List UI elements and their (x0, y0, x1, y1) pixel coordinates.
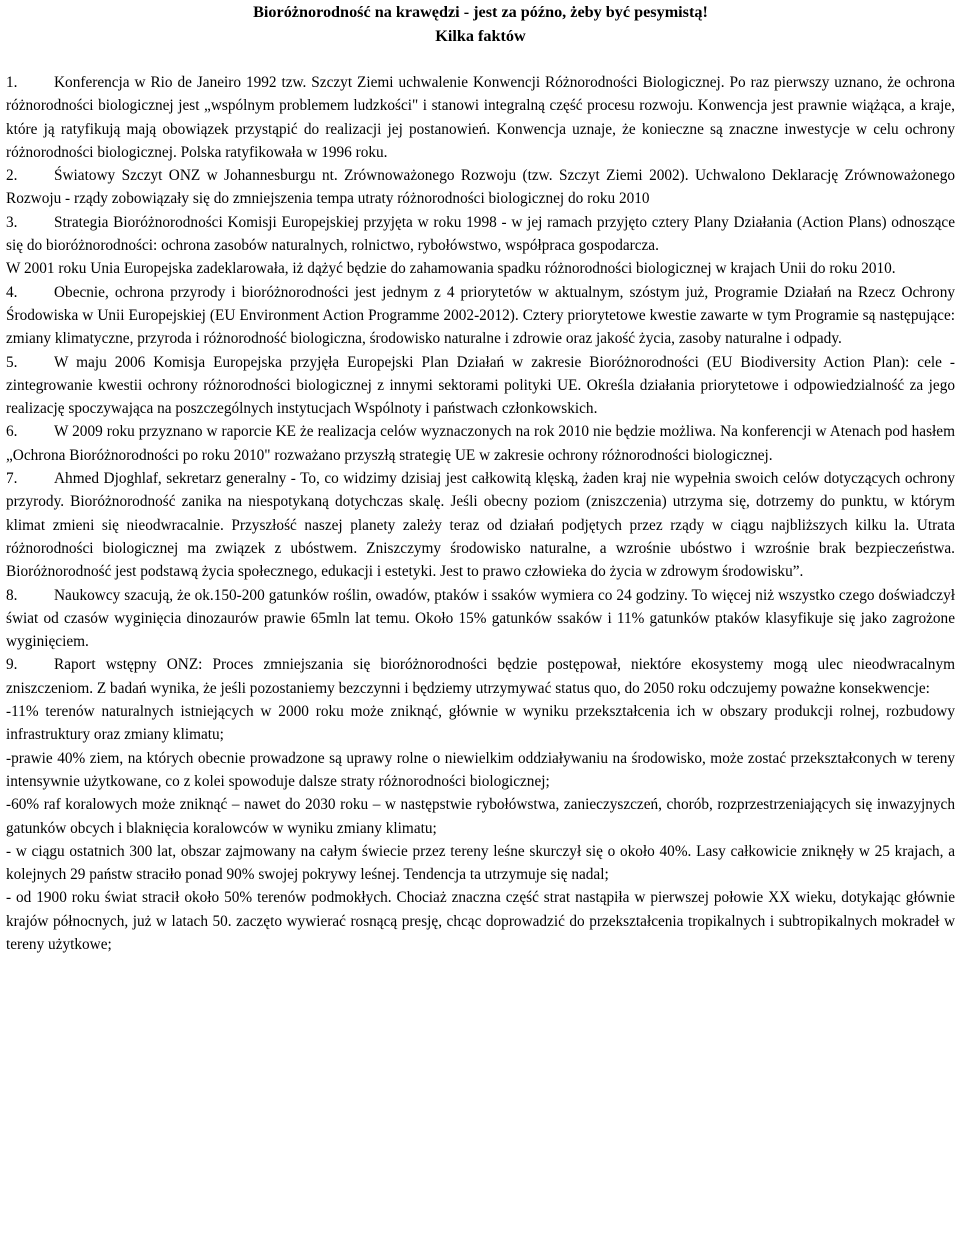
paragraph (6, 886, 955, 956)
paragraph-text: Obecnie, ochrona przyrody i bioróżnorodności jest jednym z 4 priorytetów w aktualnym, szóstym już, Programie Działań na Rzecz Ochrony Środowiska w Unii Europejskiej (EU Environment Action Programme 2002-2012). Cztery priorytetowe kwestie zawarte w tym Programie są następujące: zmiany klimatyczne, przyroda i różnorodność biologiczna, środowisko naturalne i zdrowie oraz jakość życia, zasoby naturalne i odpady. (6, 283, 955, 348)
paragraph (6, 351, 955, 421)
title-line-2: Kilka faktów (435, 27, 526, 45)
document-title (6, 0, 955, 48)
paragraph (6, 840, 955, 887)
paragraph-number: 5. (6, 353, 18, 371)
paragraph-number: 9. (6, 656, 18, 674)
paragraph-number: 7. (6, 470, 18, 488)
paragraph-list (6, 71, 955, 956)
paragraph-text: Raport wstępny ONZ: Proces zmniejszania się bioróżnorodności będzie postępował, niektóre ekosystemy mogą ulec nieodwracalnym zniszczeniom. Z badań wynika, że jeśli pozostaniemy bezczynni i będziemy utrzymywać status quo, do 2050 roku odczujemy poważne konsekwencje: (6, 656, 955, 697)
paragraph (6, 653, 955, 700)
paragraph (6, 747, 955, 794)
paragraph (6, 793, 955, 840)
paragraph-text: W 2009 roku przyznano w raporcie KE że realizacja celów wyznaczonych na rok 2010 nie będzie możliwa. Na konferencji w Atenach pod hasłem „Ochrona Bioróżnorodności po roku 2010" rozważano przyszłą strategię UE w zakresie ochrony różnorodności biologicznej. (6, 423, 955, 464)
paragraph-text: Światowy Szczyt ONZ w Johannesburgu nt. Zrównoważonego Rozwoju (tzw. Szczyt Ziemi 2002). Uchwalono Deklarację Zrównoważonego Rozwoju - rządy zobowiązały się do zmniejszenia tempa utraty różnorodności biologicznej do roku 2010 (6, 167, 955, 208)
paragraph-number: 4. (6, 283, 18, 301)
title-line-1: Bioróżnorodność na krawędzi - jest za późno, żeby być pesymistą! (253, 3, 708, 21)
paragraph-text: - od 1900 roku świat stracił około 50% terenów podmokłych. Chociaż znaczna część strat nastąpiła w pierwszej połowie XX wieku, dotykając głównie krajów północnych, już w latach 50. zaczęto wywierać rosnącą presję, chcąc doprowadzić do przekształcenia tropikalnych i subtropikalnych mokradeł w tereny użytkowe; (6, 889, 955, 953)
paragraph (6, 467, 955, 583)
paragraph (6, 281, 955, 351)
paragraph-text: Strategia Bioróżnorodności Komisji Europejskiej przyjęta w roku 1998 - w jej ramach przyjęto cztery Plany Działania (Action Plans) odnoszące się do bioróżnorodności: ochrona zasobów naturalnych, rolnictwo, rybołówstwo, współpraca gospodarcza. (6, 213, 955, 255)
paragraph (6, 700, 955, 747)
paragraph-text: Konferencja w Rio de Janeiro 1992 tzw. Szczyt Ziemi uchwalenie Konwencji Różnorodności Biologicznej. Po raz pierwszy uznano, że ochrona różnorodności biologicznej jest „wspólnym problemem ludzkości" i stanowi integralną część procesu rozwoju. Konwencja jest prawnie wiążąca, a kraje, które ją ratyfikują mają obowiązek przystąpić do realizacji jej postanowień. Konwencja uznaje, że konieczne są znaczne inwestycje w celu ochrony różnorodności biologicznej. Polska ratyfikowała w 1996 roku. (6, 74, 955, 161)
paragraph-text: -60% raf koralowych może zniknąć – nawet do 2030 roku – w następstwie rybołówstwa, zanieczyszczeń, chorób, rozprzestrzeniających się inwazyjnych gatunków obcych i blaknięcia koralowców w wyniku zmiany klimatu; (6, 796, 955, 837)
paragraph (6, 584, 955, 654)
paragraph (6, 420, 955, 467)
paragraph (6, 211, 955, 258)
paragraph-number: 3. (6, 213, 18, 231)
paragraph (6, 257, 955, 280)
paragraph-text: Naukowcy szacują, że ok.150-200 gatunków roślin, owadów, ptaków i ssaków wymiera co 24 godziny. To więcej niż wszystko czego doświadczył świat od czasów wyginięcia dinozaurów prawie 65mln lat temu. Około 15% gatunków ssaków i 11% gatunków ptaków klasyfikuje się jako zagrożone wyginięciem. (6, 586, 955, 651)
paragraph (6, 71, 955, 164)
paragraph (6, 164, 955, 211)
paragraph-number: 2. (6, 167, 18, 185)
spacer (6, 48, 955, 71)
paragraph-text: -11% terenów naturalnych istniejących w 2000 roku może zniknąć, głównie w wyniku przekształcenia ich w obszary produkcji rolnej, rozbudowy infrastruktury oraz zmiany klimatu; (6, 703, 955, 744)
paragraph-text: -prawie 40% ziem, na których obecnie prowadzone są uprawy rolne o niewielkim oddziaływaniu na środowisko, może zostać przekształconych w tereny intensywnie użytkowane, co z kolei spowoduje dalsze straty różnorodności biologicznej; (6, 749, 955, 790)
paragraph-number: 6. (6, 423, 18, 441)
paragraph-number: 8. (6, 586, 18, 604)
paragraph-text: W maju 2006 Komisja Europejska przyjęła Europejski Plan Działań w zakresie Bioróżnorodności (EU Biodiversity Action Plan): cele - zintegrowanie kwestii ochrony różnorodności biologicznej z innymi sektorami polityki UE. Określa działania priorytetowe i odpowiedzialność za jego realizację spoczywająca na poszczególnych instytucjach Wspólnoty i państwach członkowskich. (6, 353, 955, 418)
paragraph-text: W 2001 roku Unia Europejska zadeklarowała, iż dążyć będzie do zahamowania spadku różnorodności biologicznej w krajach Unii do roku 2010. (6, 260, 896, 278)
paragraph-text: Ahmed Djoghlaf, sekretarz generalny - To, co widzimy dzisiaj jest całkowitą klęską, żaden kraj nie wypełnia swoich celów dotyczących ochrony przyrody. Bioróżnorodność zanika na niespotykaną dotychczas skalę. Jeśli obecny poziom (zniszczenia) utrzyma się, dotrzemy do punktu, w którym klimat zmieni się nieodwracalnie. Przyszłość naszej planety zależy teraz od działań podjętych przez rządy w ciągu najbliższych kilku la. Utrata różnorodności biologicznej ma związek z ubóstwem. Zniszczymy środowisko naturalne, a wzrośnie ubóstwo i wzrośnie brak bezpieczeństwa. Bioróżnorodność jest podstawą życia społecznego, edukacji i estetyki. Jest to prawo człowieka do życia w zdrowym środowisku”. (6, 470, 955, 581)
paragraph-number: 1. (6, 74, 18, 91)
paragraph-text: - w ciągu ostatnich 300 lat, obszar zajmowany na całym świecie przez tereny leśne skurczył się o około 40%. Lasy całkowicie zniknęły w 25 krajach, a kolejnych 29 państw straciło ponad 90% swojej pokrywy leśnej. Tendencja ta utrzymuje się nadal; (6, 842, 955, 884)
